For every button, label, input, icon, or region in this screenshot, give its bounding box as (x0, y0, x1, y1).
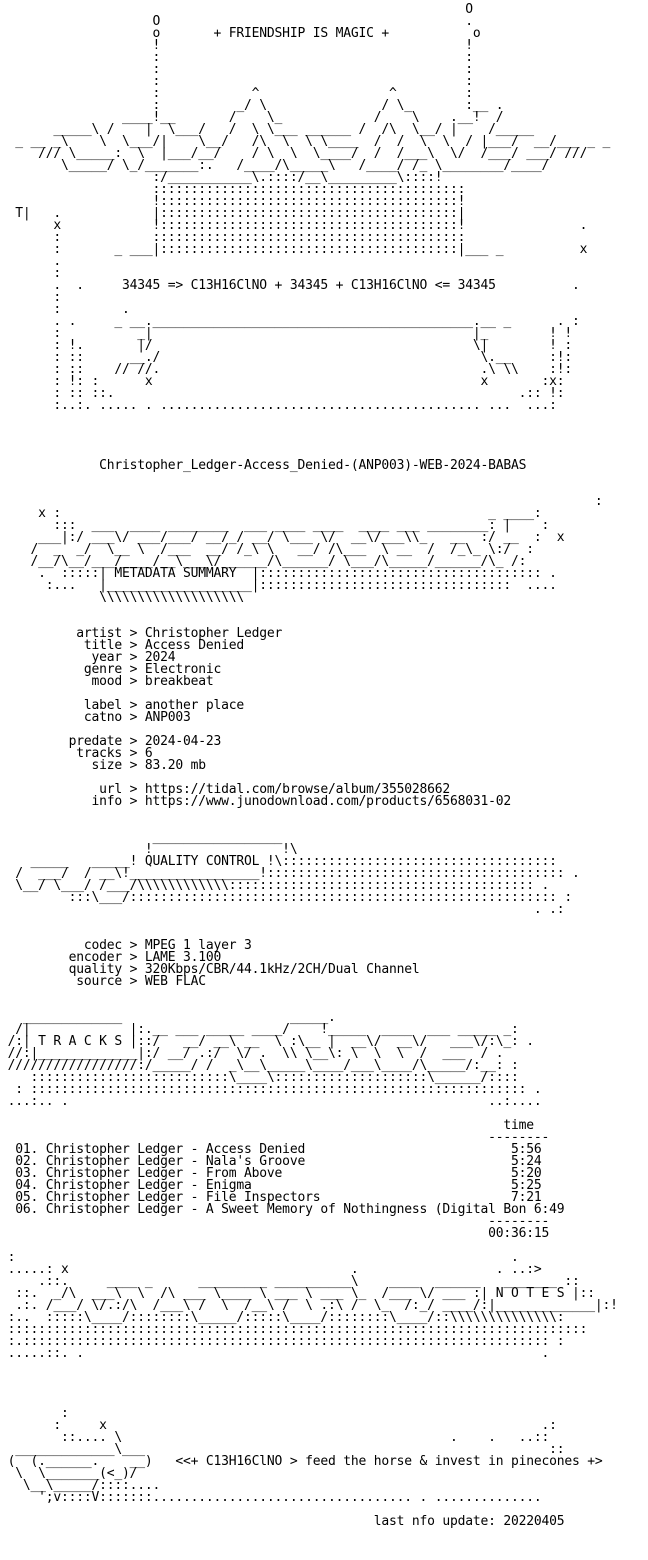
metadata-header-line: \\\\\\\\\\\\\\\\\\\ (0, 590, 245, 605)
banner-line: : _ ___|:::::::::::::::::::::::::::::::::::::::|___ _ x (0, 242, 588, 257)
blank-line (0, 472, 618, 484)
metadata-field: label > another place (0, 698, 245, 713)
footer-line: last nfo update: 20220405 (0, 1514, 565, 1529)
banner-line: : ::::::::::::::::::::::::::::::::::::::::: (0, 230, 466, 245)
notes-header-line: .::. ____ _ _________ __________\ ____ ______ _______ :: (0, 1274, 580, 1289)
metadata-header-line: ___|:/ ___\/ ___/___/ __/_/ __/ \___ \/ __\/___\\_ __ :/ __ : x (0, 530, 565, 545)
tracks-header-line: ...:.. . ..:.... (0, 1094, 542, 1109)
metadata-header-line: . :::::| METADATA SUMMARY |::::::::::::::::::::::::::::::::::::: . (0, 566, 557, 581)
banner-line: : _| |_ ! ! (0, 326, 572, 341)
tracks-header-line: ::::::::::::::::::::::::::\____\::::::::::::::::::::\______/:::: (0, 1070, 519, 1085)
banner-line: ____!__ / \_ / \ .__! / (0, 110, 504, 125)
banner-line: :..:. ..... . .......................................... ... ...: (0, 398, 557, 413)
metadata-field: title > Access Denied (0, 638, 245, 653)
tracks-total-rule: -------- (0, 1214, 550, 1229)
metadata-header-line: ::: ___ ____ ________ ___ ____ ____ ____ ___ ________: | : (0, 518, 550, 533)
metadata-field: year > 2024 (0, 650, 176, 665)
footer-line: \ \_______(<_)/ (0, 1466, 184, 1481)
banner-line: : : (0, 74, 473, 89)
footer-line (0, 1372, 618, 1384)
metadata-header-line: / _ _/ \__ \ /___ __/ /_\ \ __/ /\___ \ __ / /_\_ \:/ : (0, 542, 534, 557)
banner-line: x !:::::::::::::::::::::::::::::::::::::::! . (0, 218, 588, 233)
metadata-header-line: :... |___________________|::::::::::::::::::::::::::::::::: .... (0, 578, 557, 593)
notes-header-line: .....::. . . (0, 1346, 550, 1361)
quality-header-line: _____ _____! QUALITY CONTROL !\:::::::::::::::::::::::::::::::::::: (0, 854, 557, 869)
metadata-field: artist > Christopher Ledger (0, 626, 283, 641)
banner-line: T| . |:::::::::::::::::::::::::::::::::::::::| (0, 206, 466, 221)
metadata-field: catno > ANP003 (0, 710, 191, 725)
track-row: 05. Christopher Ledger - File Inspectors 7:21 (0, 1190, 542, 1205)
banner-line: : : (0, 62, 473, 77)
banner-line: : . (0, 302, 130, 317)
banner-line: : :: __./ \.__ :!: (0, 350, 572, 365)
footer-line: : (0, 1406, 69, 1421)
tracks-header-line: /| |:.__ ___ _____ ____/ !_____ ____ ___ _____ _: (0, 1022, 519, 1037)
tracks-header-line: /:| T R A C K S |::/ __/ __\ __ \ :\__ | __\/ __\/ ___\/:\_: . (0, 1034, 534, 1049)
banner-line: : _/ \ / \_ :__ . (0, 98, 504, 113)
banner-line: . (0, 254, 62, 269)
footer-line: ::.... \ . . ..:: (0, 1430, 550, 1445)
track-row: 04. Christopher Ledger - Enigma 5:25 (0, 1178, 542, 1193)
tracks-time-header: time (0, 1118, 534, 1133)
banner-line: ! ! (0, 38, 473, 53)
banner-line: _ __ _\ \ \___/| \__/ /\ \ \ \____ / / \ \ / |___/ __/___ _ _ (0, 134, 611, 149)
quality-field: encoder > LAME 3.100 (0, 950, 222, 965)
tracks-header-line: /////////////////:/_____/ / _\__\_____\____/___\____/\_____/:__: : (0, 1058, 519, 1073)
track-row: 03. Christopher Ledger - From Above 5:20 (0, 1166, 542, 1181)
quality-header-line: ! !\ (0, 842, 298, 857)
metadata-field: tracks > 6 (0, 746, 153, 761)
metadata-field: predate > 2024-04-23 (0, 734, 222, 749)
banner-line: o + FRIENDSHIP IS MAGIC + o (0, 26, 481, 41)
quality-header-line: / ___/ / __\!_________________!::::::::::::::::::::::::::::::::::::::: . (0, 866, 580, 881)
notes-header-line: : . (0, 1250, 519, 1265)
notes-header-line: .:. /___/ \/.:/\ /___\ / \ /__\ / \ .:\ / \_ /:_/ ____/:|_____________|:! (0, 1298, 618, 1313)
footer-line: : x .: (0, 1418, 557, 1433)
banner-line: . . 34345 => C13H16ClNO + 34345 + C13H16ClNO <= 34345 . (0, 278, 580, 293)
banner-line: :/___________\.::::/__\_________\::::! (0, 170, 443, 185)
tracks-time-rule: -------- (0, 1130, 550, 1145)
banner-line: !:::::::::::::::::::::::::::::::::::::::! (0, 194, 466, 209)
banner-line: _____\ / | \___/ / \ \___ ______ / /\ \__/ | /_____ (0, 122, 534, 137)
metadata-field: mood > breakbeat (0, 674, 214, 689)
banner-line: . . _ __.__________________________________________.__ _ . : (0, 314, 580, 329)
blank-line (0, 604, 618, 616)
footer-line: ';v::::V:::::::.................................. . .............. (0, 1490, 542, 1505)
banner-line: /// \_____: \ |___/__/ / \ \ \____/ / /___\ \/ /___/ ___/ /// (0, 146, 588, 161)
banner-line: : !. |/ \| ! : (0, 338, 572, 353)
banner-line: : :: // //. .\ \\ :!: (0, 362, 572, 377)
track-row: 06. Christopher Ledger - A Sweet Memory of Nothingness (Digital Bon 6:49 (0, 1202, 565, 1217)
banner-line: O (0, 2, 473, 17)
notes-header-line: ::. _/\ ___\ \ /\ ___ \____ \ ___ \ ___ \_ /___ \/ ___ :| N O T E S |:: (0, 1286, 595, 1301)
quality-field: source > WEB FLAC (0, 974, 206, 989)
banner-line: \_____/ \_/_______:. /____/\_____\ /____/ /_ \________/____/ (0, 158, 550, 173)
quality-header-line: \__/ \___/ /___/\\\\\\\\\\\\:::::::::::::::::::::::::::::::::::::::: . (0, 878, 550, 893)
banner-line: ::::::::::::::::::::::::::::::::::::::::: (0, 182, 466, 197)
notes-header-line: :::::::::::::::::::::::::::::::::::::::::::::::::::::::::::::::::::::::::::: (0, 1322, 588, 1337)
notes-header-line: :.::::::::::::::::::::::::::::::::::::::::::::::::::::::::::::::::::::: : (0, 1334, 565, 1349)
metadata-header-line: /__/\__/___/____/__\___\/______/\______/ \___/\_____/______/\_ /: (0, 554, 527, 569)
banner-line: : (0, 290, 62, 305)
footer-line (0, 1360, 618, 1372)
banner-line: : : (0, 50, 473, 65)
track-row: 02. Christopher Ledger - Nala's Groove 5:24 (0, 1154, 542, 1169)
blank-line (0, 916, 618, 928)
tracks-header-line: _____________ _____. (0, 1010, 336, 1025)
quality-header-line: :::\___/:::::::::::::::::::::::::::::::::::::::::::::::::::::::: : (0, 890, 572, 905)
metadata-field: size > 83.20 mb (0, 758, 206, 773)
nfo-document (0, 4, 618, 1528)
footer-line: ( (.______. __) <<+ C13H16ClNO > feed the horse & invest in pinecones +> (0, 1454, 603, 1469)
banner-line: : !: : x x :x: (0, 374, 565, 389)
notes-header-line: .....: x . . ..:> (0, 1262, 542, 1277)
footer-line: _____________\___ :: (0, 1442, 565, 1457)
blank-line (0, 424, 618, 436)
metadata-field: info > https://www.junodownload.com/products/6568031-02 (0, 794, 511, 809)
quality-header-line: _________________ (0, 830, 283, 845)
tracks-total-time: 00:36:15 (0, 1226, 550, 1241)
metadata-field: genre > Electronic (0, 662, 222, 677)
footer-line: \__\_____/::::.... (0, 1478, 161, 1493)
notes-header-line: :.. :::::\____/::::::::\_____/:::::\____/::::::::\____/::\\\\\\\\\\\\\\: (0, 1310, 565, 1325)
tracks-header-line: : ::::::::::::::::::::::::::::::::::::::::::::::::::::::::::::::::: . (0, 1082, 542, 1097)
banner-line: : :: ::. .:: !: (0, 386, 565, 401)
blank-line (0, 808, 618, 820)
metadata-field: url > https://tidal.com/browse/album/355028662 (0, 782, 450, 797)
banner-line: : (0, 266, 62, 281)
tracks-header-line: //:|_____________|:/ __/ .:/ \/ . \\ \__\: \ \ \ / ___ / . (0, 1046, 504, 1061)
quality-header-line: . .: (0, 902, 565, 917)
metadata-header-line: x : _ ____: (0, 506, 542, 521)
blank-line (0, 412, 618, 424)
track-row: 01. Christopher Ledger - Access Denied 5:56 (0, 1142, 542, 1157)
footer-line (0, 1396, 618, 1408)
release-name: Christopher_Ledger-Access_Denied-(ANP003)-WEB-2024-BABAS (0, 458, 527, 473)
banner-line: O . (0, 14, 473, 29)
blank-line (0, 436, 618, 448)
quality-field: codec > MPEG 1 layer 3 (0, 938, 252, 953)
banner-line: : ^ ^ : (0, 86, 473, 101)
footer-line (0, 1384, 618, 1396)
quality-field: quality > 320Kbps/CBR/44.1kHz/2CH/Dual Channel (0, 962, 420, 977)
blank-line (0, 988, 618, 1000)
metadata-header-line: : (0, 494, 603, 509)
